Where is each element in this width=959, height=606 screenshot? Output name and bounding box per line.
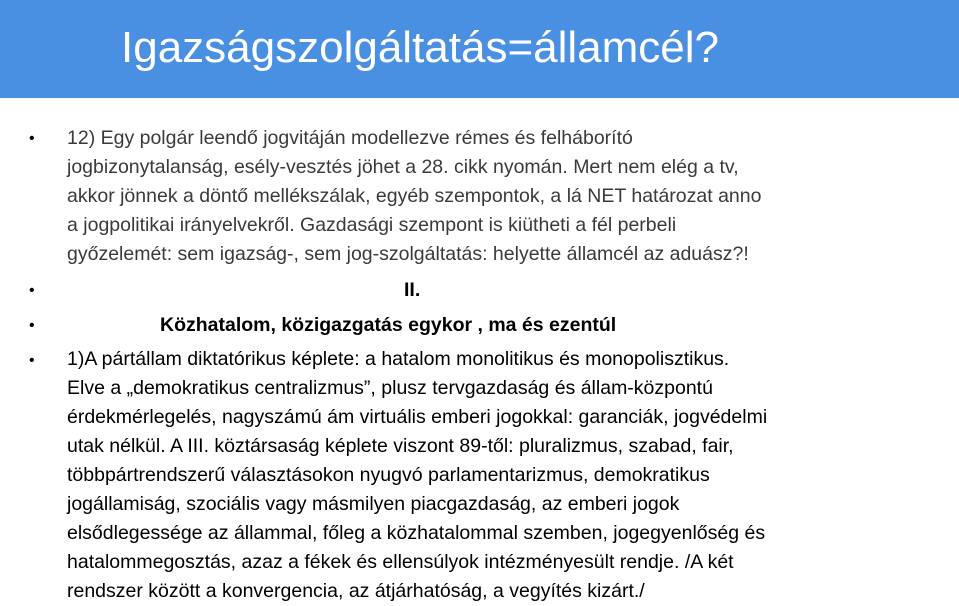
paragraph-1-line: 12) Egy polgár leendő jogvitáján modellezve rémes és felháborító — [67, 127, 633, 149]
paragraph-1-line: győzelemét: sem igazság-, sem jog-szolgáltatás: helyette államcél az aduász?! — [67, 243, 749, 265]
paragraph-2-line: jogállamiság, szociális vagy másmilyen piacgazdaság, az emberi jogok — [67, 493, 680, 515]
paragraph-2-line: Elve a „demokratikus centralizmus”, plusz tervgazdaság és állam-központú — [67, 377, 713, 399]
paragraph-2-line: rendszer között a konvergencia, az átjárhatóság, a vegyítés kizárt./ — [67, 580, 645, 602]
paragraph-2-line: érdekmérlegelés, nagyszámú ám virtuális emberi jogokkal: garanciák, jogvédelmi — [67, 406, 768, 428]
slide-title: Igazságszolgáltatás=államcél? — [121, 23, 720, 72]
bullet-icon: • — [29, 130, 35, 147]
paragraph-1-line: akkor jönnek a döntő mellékszálak, egyéb szempontok, a lá NET határozat anno — [67, 185, 762, 207]
section-number: II. — [404, 279, 421, 301]
paragraph-1-line: jogbizonytalanság, esély-vesztés jöhet a 28. cikk nyomán. Mert nem elég a tv, — [67, 156, 739, 178]
bullet-icon: • — [29, 317, 35, 334]
paragraph-2-line: elsődlegessége az állammal, főleg a közhatalommal szemben, jogegyenlőség és — [67, 522, 766, 544]
paragraph-1-line: a jogpolitikai irányelvekről. Gazdasági szempont is kiütheti a fél perbeli — [67, 214, 677, 236]
paragraph-2-line: hatalommegosztás, azaz a fékek és ellensúlyok intézményesült rendje. /A két — [67, 551, 734, 573]
paragraph-2-line: 1)A pártállam diktatórikus képlete: a hatalom monolitikus és monopolisztikus. — [67, 348, 730, 370]
paragraph-2-line: többpártrendszerű választásokon nyugvó parlamentarizmus, demokratikus — [67, 464, 710, 486]
paragraph-2-line: utak nélkül. A III. köztársaság képlete viszont 89-től: pluralizmus, szabad, fair, — [67, 435, 734, 457]
bullet-icon: • — [29, 352, 35, 369]
bullet-icon: • — [29, 282, 35, 299]
section-heading: Közhatalom, közigazgatás egykor , ma és ezentúl — [160, 314, 617, 336]
